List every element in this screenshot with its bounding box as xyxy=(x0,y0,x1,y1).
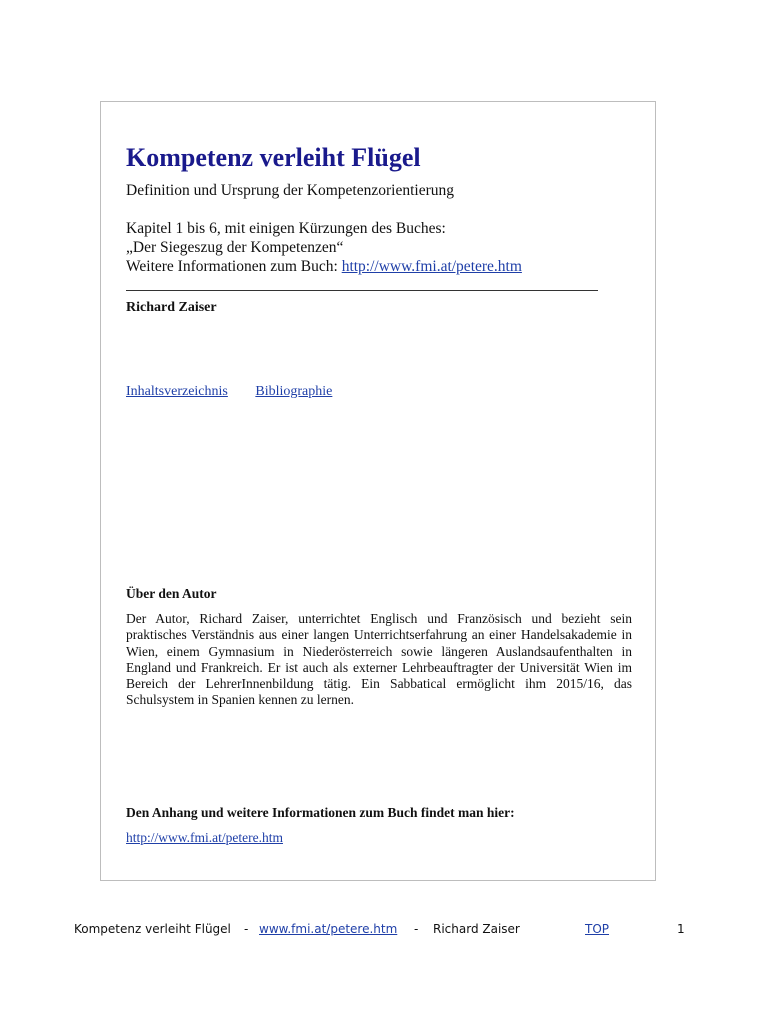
document-subtitle: Definition und Ursprung der Kompetenzorientierung xyxy=(126,182,454,199)
chapter-line: Kapitel 1 bis 6, mit einigen Kürzungen des Buches: xyxy=(126,220,446,237)
bibliography-link[interactable]: Bibliographie xyxy=(255,384,333,399)
appendix-link[interactable]: http://www.fmi.at/petere.htm xyxy=(126,830,283,845)
footer-title: Kompetenz verleiht Flügel xyxy=(74,922,231,936)
page-number: 1 xyxy=(677,922,685,936)
about-author-heading: Über den Autor xyxy=(126,586,217,601)
chapter-info xyxy=(126,219,522,276)
document-nav xyxy=(126,384,332,400)
about-author-text: Der Autor, Richard Zaiser, unterrichtet Englisch und Französisch und bezieht sein praktisches Verständnis aus einer langen Unterrichtserfahrung an einer Handelsakademie in Wien, einem Gymnasium in Niederösterreich sowie längeren Auslandsaufenthalten in England und Frankreich. Er ist auch als externer Lehrbeauftragter der Universität Wien im Bereich der LehrerInnenbildung tätig. Ein Sabbatical ermöglicht ihm 2015/16, das Schulsystem in Spanien kennen zu lernen. xyxy=(126,611,632,708)
page-frame xyxy=(100,101,656,881)
appendix-link-line xyxy=(126,830,283,846)
book-title-line: „Der Siegeszug der Kompetenzen“ xyxy=(126,239,344,256)
more-info-link[interactable]: http://www.fmi.at/petere.htm xyxy=(341,258,522,275)
author-name: Richard Zaiser xyxy=(126,300,217,315)
top-link[interactable]: TOP xyxy=(585,922,610,936)
more-info-label: Weitere Informationen zum Buch: xyxy=(126,258,342,275)
separator-line xyxy=(126,290,598,291)
footer-author: Richard Zaiser xyxy=(433,922,520,936)
page-footer xyxy=(0,922,770,942)
footer-separator: - xyxy=(414,922,419,936)
document-title: Kompetenz verleiht Flügel xyxy=(126,143,421,172)
appendix-heading: Den Anhang und weitere Informationen zum Buch findet man hier: xyxy=(126,805,515,820)
contents-link[interactable]: Inhaltsverzeichnis xyxy=(126,384,228,399)
more-info-line xyxy=(126,257,522,276)
footer-link[interactable]: www.fmi.at/petere.htm xyxy=(259,922,398,936)
footer-separator: - xyxy=(244,922,249,936)
